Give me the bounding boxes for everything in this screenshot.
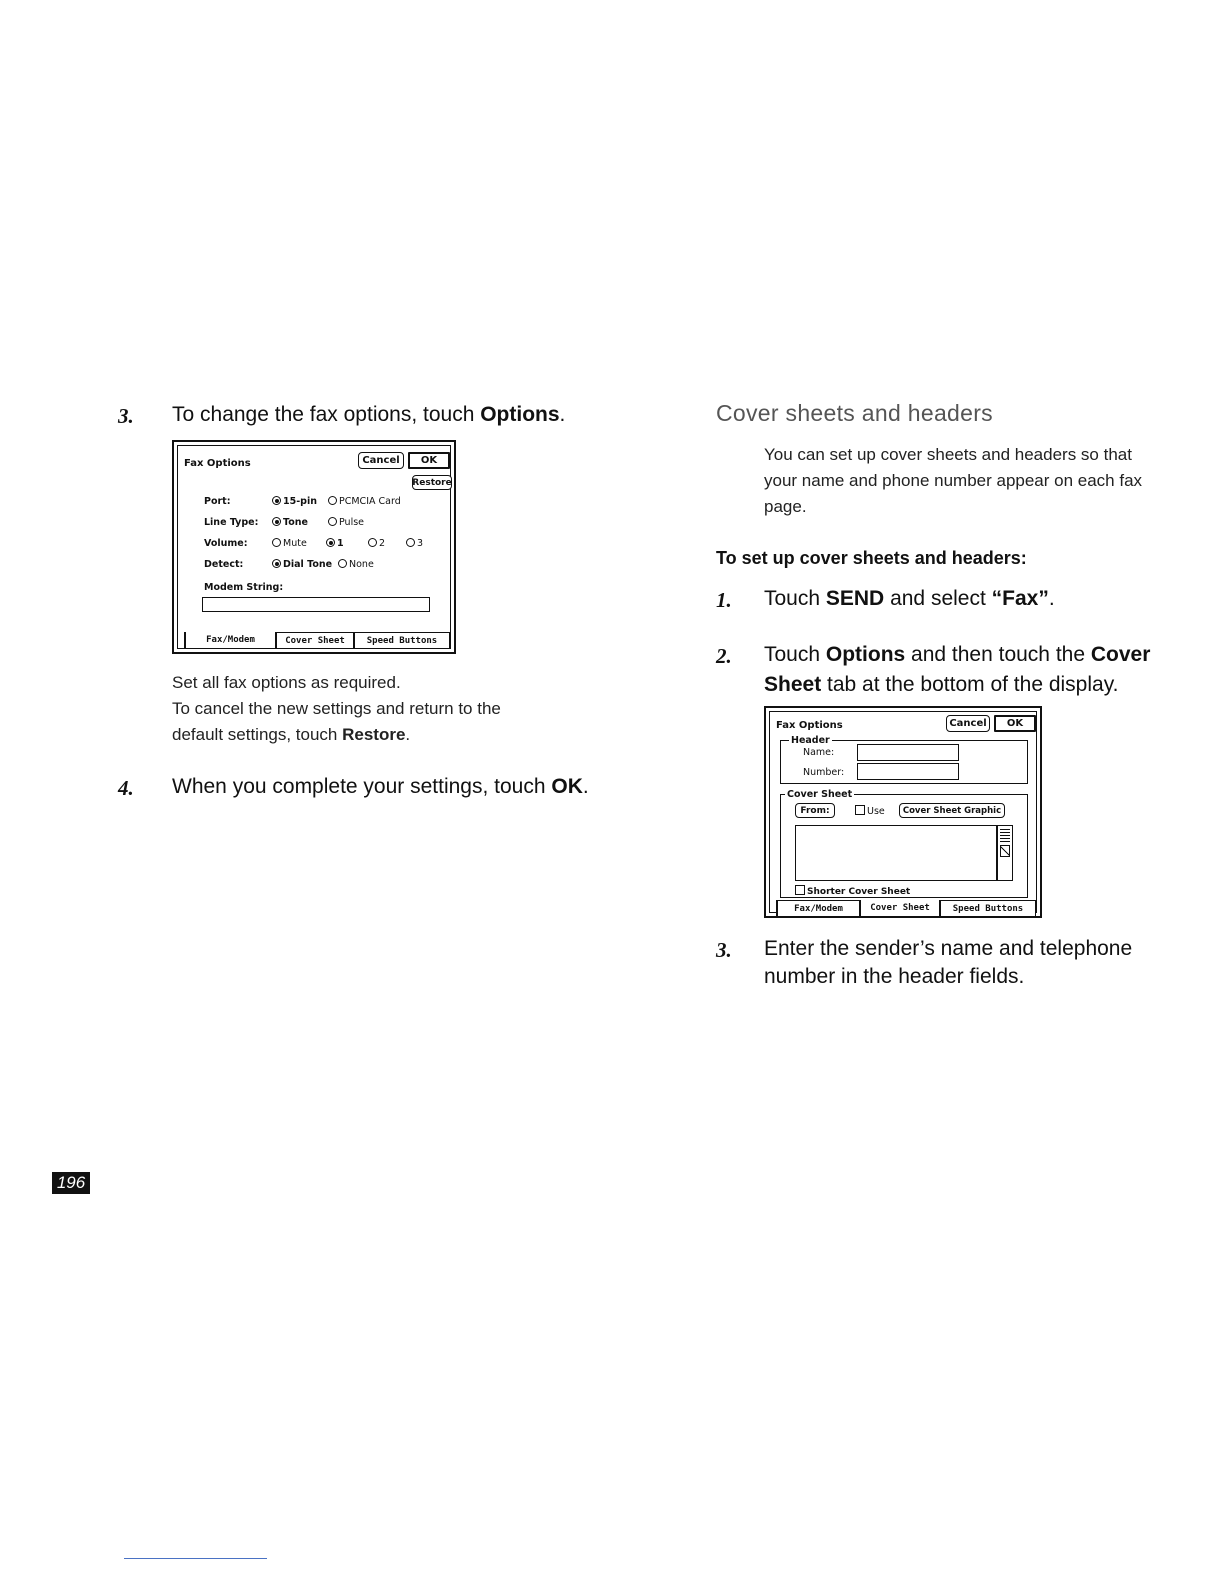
shorter-cover-sheet-checkbox[interactable]: Shorter Cover Sheet: [795, 885, 910, 897]
step-3-right-line-1: Enter the sender’s name and telephone: [764, 937, 1133, 960]
radio-selected-icon: [272, 517, 281, 526]
volume-2-radio[interactable]: 2: [368, 538, 385, 549]
number-input[interactable]: [857, 763, 959, 780]
radio-icon: [368, 538, 377, 547]
radio-icon: [406, 538, 415, 547]
step-3-right-number: 3.: [716, 938, 732, 962]
line-type-label: Line Type:: [204, 517, 259, 528]
tab-cover-sheet[interactable]: Cover Sheet: [276, 632, 354, 649]
volume-label: Volume:: [204, 538, 248, 549]
paragraph-cancel-line2: default settings, touch Restore.: [172, 725, 411, 744]
tab-bar: [776, 900, 1036, 917]
detect-none-radio[interactable]: None: [338, 559, 374, 570]
scrollbar[interactable]: [997, 825, 1013, 881]
dialog-title: Fax Options: [776, 720, 843, 731]
cover-sheet-text-area[interactable]: [795, 825, 997, 881]
name-input[interactable]: [857, 744, 959, 761]
dialog-title: Fax Options: [184, 458, 251, 469]
intro-line-1: You can set up cover sheets and headers so that: [764, 445, 1132, 464]
cover-sheet-group-label: Cover Sheet: [787, 789, 853, 800]
paragraph-cancel-line1: To cancel the new settings and return to the: [172, 699, 501, 718]
name-label: Name:: [803, 747, 835, 758]
footer-rule: [124, 1558, 267, 1559]
fax-options-screenshot: [172, 440, 456, 654]
modem-string-label: Modem String:: [204, 582, 284, 593]
ok-button[interactable]: OK: [994, 715, 1036, 732]
step-3-text: To change the fax options, touch Options.: [172, 403, 566, 426]
use-checkbox[interactable]: Use: [855, 805, 885, 817]
checkbox-icon: [855, 805, 865, 815]
step-4-number: 4.: [118, 776, 134, 800]
scroll-up-icon[interactable]: [1000, 828, 1010, 842]
checkbox-icon: [795, 885, 805, 895]
section-title: Cover sheets and headers: [716, 400, 993, 426]
step-1-number: 1.: [716, 588, 732, 612]
detect-dial-tone-radio[interactable]: Dial Tone: [272, 559, 332, 570]
cancel-button[interactable]: Cancel: [358, 452, 404, 469]
step-2-line-2: Sheet tab at the bottom of the display.: [764, 673, 1119, 696]
tab-fax-modem[interactable]: Fax/Modem: [776, 900, 860, 917]
header-group-label: Header: [791, 735, 830, 746]
detect-label: Detect:: [204, 559, 244, 570]
radio-selected-icon: [272, 559, 281, 568]
cover-sheet-screenshot: [764, 706, 1042, 918]
radio-icon: [338, 559, 347, 568]
line-tone-radio[interactable]: Tone: [272, 517, 308, 528]
tab-cover-sheet[interactable]: Cover Sheet: [860, 900, 940, 917]
header-group: [780, 735, 1028, 784]
page-number: 196: [52, 1172, 90, 1194]
tab-speed-buttons[interactable]: Speed Buttons: [940, 900, 1036, 917]
port-15pin-radio[interactable]: 15-pin: [272, 496, 317, 507]
radio-icon: [328, 517, 337, 526]
step-3-right-line-2: number in the header fields.: [764, 965, 1025, 988]
tab-bar: [184, 632, 450, 649]
cover-sheet-group: [780, 789, 1028, 898]
line-pulse-radio[interactable]: Pulse: [328, 517, 364, 528]
radio-selected-icon: [326, 538, 335, 547]
scroll-down-icon[interactable]: [1000, 845, 1010, 857]
restore-button[interactable]: Restore: [412, 475, 452, 490]
volume-mute-radio[interactable]: Mute: [272, 538, 307, 549]
step-2-line-1: Touch Options and then touch the Cover: [764, 643, 1151, 666]
step-2-number: 2.: [716, 644, 732, 668]
ok-button[interactable]: OK: [408, 452, 450, 469]
intro-line-2: your name and phone number appear on each fax: [764, 471, 1143, 490]
number-label: Number:: [803, 767, 845, 778]
from-button[interactable]: From:: [795, 803, 835, 818]
intro-line-3: page.: [764, 497, 807, 516]
radio-selected-icon: [272, 496, 281, 505]
modem-string-input[interactable]: [202, 597, 430, 612]
port-label: Port:: [204, 496, 231, 507]
step-3-number: 3.: [118, 404, 134, 428]
radio-icon: [272, 538, 281, 547]
procedure-subheading: To set up cover sheets and headers:: [716, 548, 1027, 568]
cancel-button[interactable]: Cancel: [946, 715, 990, 732]
port-pcmcia-radio[interactable]: PCMCIA Card: [328, 496, 401, 507]
cover-sheet-graphic-button[interactable]: Cover Sheet Graphic: [899, 803, 1005, 818]
volume-3-radio[interactable]: 3: [406, 538, 423, 549]
volume-1-radio[interactable]: 1: [326, 538, 344, 549]
tab-fax-modem[interactable]: Fax/Modem: [184, 632, 276, 649]
tab-speed-buttons[interactable]: Speed Buttons: [354, 632, 450, 649]
step-1-text: Touch SEND and select “Fax”.: [764, 587, 1055, 610]
radio-icon: [328, 496, 337, 505]
step-4-text: When you complete your settings, touch OK.: [172, 775, 589, 798]
paragraph-set-options: Set all fax options as required.: [172, 673, 401, 692]
